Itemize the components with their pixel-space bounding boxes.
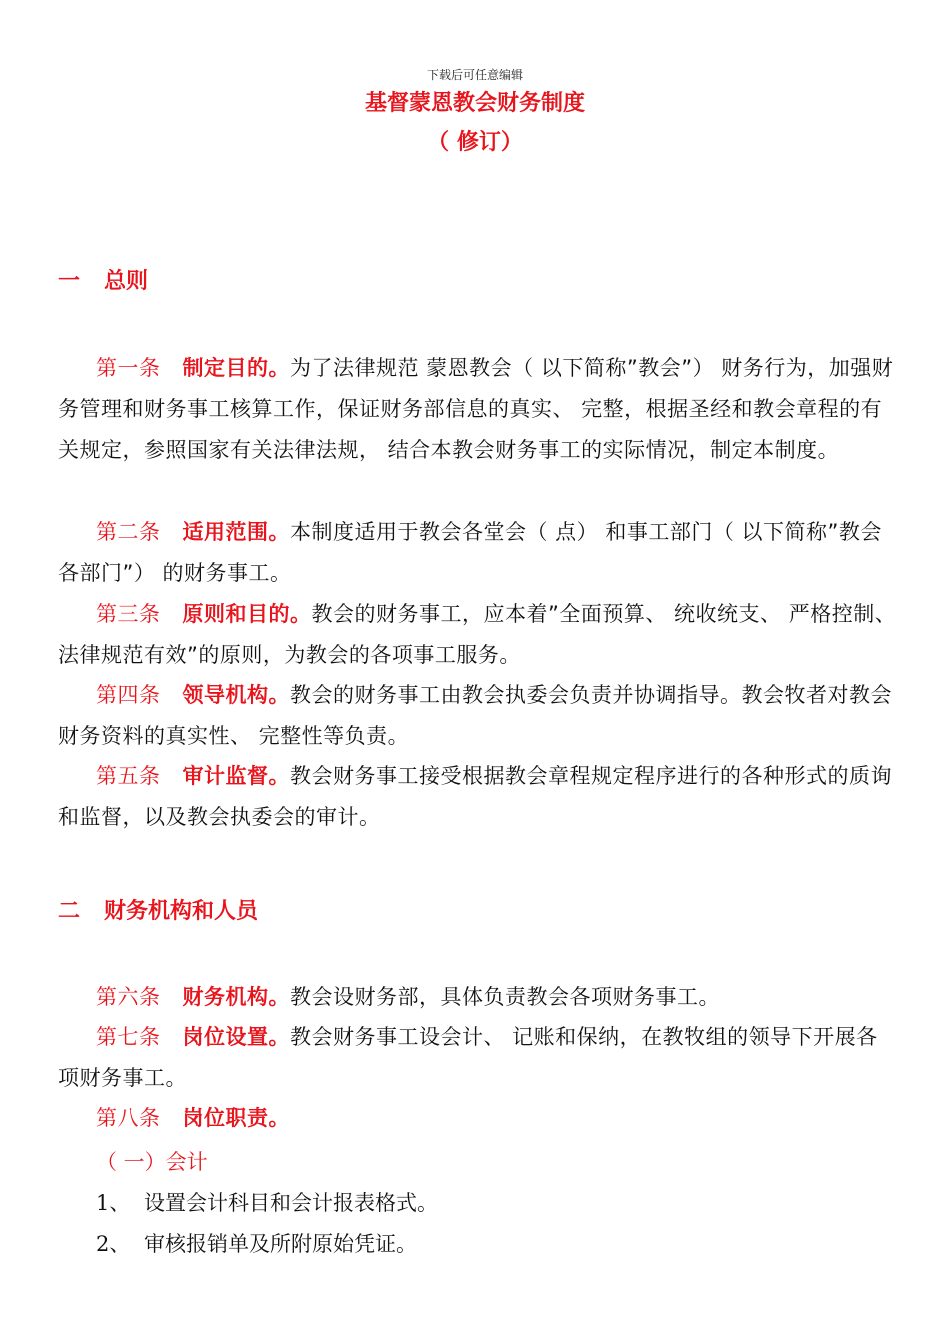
article-number: 第七条	[96, 1025, 161, 1049]
article-title: 财务机构。	[182, 985, 290, 1009]
article-number: 第一条	[96, 356, 161, 380]
list-number: 2、	[96, 1232, 131, 1256]
article-title: 岗位设置。	[182, 1025, 290, 1049]
article-6	[58, 977, 898, 1018]
section-heading-general	[58, 264, 148, 295]
section-number: 一	[58, 269, 81, 294]
article-title: 原则和目的。	[182, 602, 312, 626]
article-title: 适用范围。	[182, 520, 290, 544]
document-subtitle: （ 修订）	[427, 130, 523, 155]
list-text: 审核报销单及所附原始凭证。	[144, 1232, 417, 1256]
article-body: 本制度适用于教会各堂会（ 点） 和事工部门（ 以下简称”教会各部门”） 的财务事工。	[58, 520, 882, 585]
article-body: 为了法律规范 蒙恩教会（ 以下简称”教会”） 财务行为，加强财务管理和财务事工核算工作，保证财务部信息的真实、 完整，根据圣经和教会章程的有关规定，参照国家有关法律法规， 结合本教会财务事工的实际情况，制定本制度。	[58, 356, 894, 462]
article-number: 第八条	[96, 1106, 161, 1130]
article-8	[58, 1098, 898, 1139]
list-text: 设置会计科目和会计报表格式。	[144, 1191, 438, 1215]
article-number: 第四条	[96, 683, 161, 707]
section-label: 财务机构和人员	[104, 899, 259, 924]
article-number: 第三条	[96, 602, 161, 626]
article-body: 教会设财务部，具体负责教会各项财务事工。	[290, 985, 720, 1009]
article-number: 第六条	[96, 985, 161, 1009]
list-item	[96, 1228, 417, 1258]
document-title: 基督蒙恩教会财务制度	[364, 91, 585, 116]
article-number: 第五条	[96, 764, 161, 788]
article-title: 岗位职责。	[182, 1106, 290, 1130]
article-2	[58, 512, 898, 594]
section-heading-finance-staff	[58, 894, 258, 925]
article-7	[58, 1017, 898, 1099]
article-title: 领导机构。	[182, 683, 290, 707]
list-item	[96, 1187, 438, 1217]
list-number: 1、	[96, 1191, 131, 1215]
sub-heading-accounting: （ 一）会计	[96, 1150, 208, 1174]
article-number: 第二条	[96, 520, 161, 544]
article-4	[58, 675, 898, 757]
article-body: 教会的财务事工由教会执委会负责并协调指导。教会牧者对教会财务资料的真实性、 完整性等负责。	[58, 683, 892, 748]
article-body: 教会的财务事工，应本着”全面预算、 统收统支、 严格控制、 法律规范有效”的原则，为教会的各项事工服务。	[58, 602, 897, 667]
article-body: 教会财务事工接受根据教会章程规定程序进行的各种形式的质询和监督，以及教会执委会的审计。	[58, 764, 892, 829]
article-1	[58, 348, 898, 471]
section-number: 二	[58, 899, 81, 924]
article-body: 教会财务事工设会计、 记账和保纳，在教牧组的领导下开展各项财务事工。	[58, 1025, 878, 1090]
header-note: 下载后可任意编辑	[426, 68, 523, 82]
article-3	[58, 594, 898, 676]
section-label: 总则	[104, 269, 149, 294]
article-title: 审计监督。	[182, 764, 290, 788]
article-title: 制定目的。	[182, 356, 290, 380]
article-5	[58, 756, 898, 838]
